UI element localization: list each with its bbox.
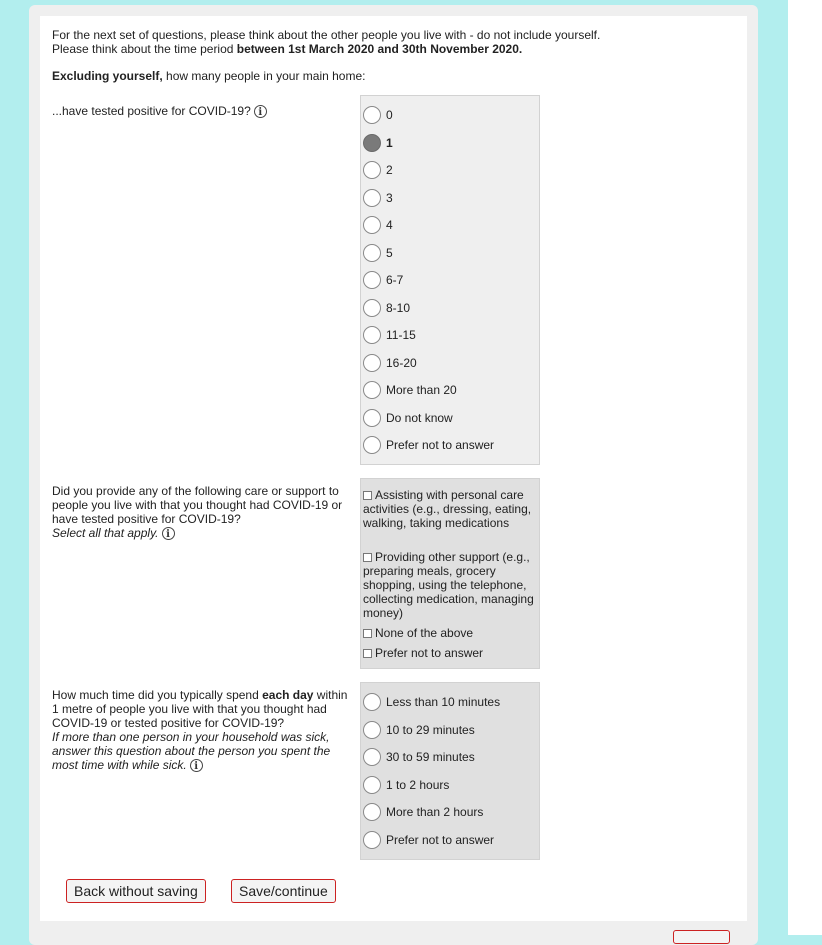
q1-option-row[interactable]: [363, 242, 393, 264]
checkbox[interactable]: [363, 491, 372, 500]
option-label: More than 20: [386, 383, 457, 397]
option-label: Less than 10 minutes: [386, 695, 501, 709]
option-label: Prefer not to answer: [386, 438, 495, 452]
q2-option-row[interactable]: [363, 488, 535, 530]
intro-line-2: [52, 42, 672, 56]
intro-line-1: For the next set of questions, please think about the other people you live with - do not include yourself.: [52, 28, 601, 42]
q1-option-row[interactable]: [363, 269, 403, 291]
q1-option-row[interactable]: [363, 159, 393, 181]
save-continue-button[interactable]: Save/continue: [231, 879, 336, 903]
radio-button[interactable]: [363, 831, 381, 849]
q2-options: [360, 478, 540, 669]
intro-line-3: [52, 69, 672, 83]
intro-text: [52, 28, 672, 83]
q1-question: [52, 104, 350, 118]
info-icon[interactable]: i: [162, 527, 175, 540]
q1-option-row[interactable]: [363, 324, 416, 346]
option-label: 0: [386, 108, 393, 122]
q1-option-row[interactable]: [363, 407, 453, 429]
radio-button[interactable]: [363, 244, 381, 262]
option-label: 6-7: [386, 273, 404, 287]
option-label: 3: [386, 190, 393, 205]
option-label: 16-20: [386, 355, 417, 370]
radio-button[interactable]: [363, 271, 381, 289]
next-panel-button-edge[interactable]: [673, 930, 730, 944]
checkbox[interactable]: [363, 629, 372, 638]
q1-option-row[interactable]: [363, 214, 393, 236]
radio-button[interactable]: [363, 721, 381, 739]
option-label: 11-15: [386, 328, 416, 342]
option-label: 10 to 29 minutes: [386, 722, 475, 737]
q3-option-row[interactable]: [363, 774, 449, 796]
q3-hint: If more than one person in your household was sick, answer this question about the person you spent the most time with while sick.: [52, 730, 331, 772]
q1-option-row[interactable]: [363, 352, 417, 374]
q3-question-rest: within 1 metre of people you live with that you thought had COVID-19 or tested positive for COVID-19?: [52, 688, 348, 730]
info-icon[interactable]: i: [190, 759, 203, 772]
option-label: Prefer not to answer: [375, 646, 484, 660]
q3-option-row[interactable]: [363, 829, 494, 851]
option-label: 30 to 59 minutes: [386, 750, 475, 764]
q2-option-row[interactable]: [363, 626, 535, 640]
window-edge: [788, 0, 822, 935]
radio-button[interactable]: [363, 381, 381, 399]
radio-button[interactable]: [363, 748, 381, 766]
q2-option-row[interactable]: [363, 550, 535, 620]
q1-option-row[interactable]: [363, 132, 393, 154]
q1-option-row[interactable]: [363, 297, 410, 319]
info-icon[interactable]: i: [254, 105, 267, 118]
option-label: 1: [386, 135, 393, 150]
radio-button[interactable]: [363, 354, 381, 372]
q1-option-row[interactable]: [363, 379, 457, 401]
q3-question: [52, 688, 350, 772]
q3-question-prefix: How much time did you typically spend: [52, 688, 263, 702]
q3-option-row[interactable]: [363, 801, 483, 823]
intro-excluding: Excluding yourself,: [52, 69, 163, 83]
q3-options: [360, 682, 540, 860]
q1-option-row[interactable]: [363, 434, 494, 456]
q3-option-row[interactable]: [363, 719, 475, 741]
option-label: Providing other support (e.g., preparing meals, grocery shopping, using the telephone, collecting medication, managing money): [363, 550, 534, 620]
option-label: 1 to 2 hours: [386, 777, 450, 792]
option-label: More than 2 hours: [386, 805, 484, 819]
radio-button[interactable]: [363, 776, 381, 794]
option-label: Assisting with personal care activities (e.g., dressing, eating, walking, taking medications: [363, 488, 532, 530]
radio-button[interactable]: [363, 803, 381, 821]
radio-button[interactable]: [363, 106, 381, 124]
q2-hint: Select all that apply.: [52, 526, 159, 540]
option-label: 8-10: [386, 300, 411, 315]
radio-button[interactable]: [363, 134, 381, 152]
radio-button[interactable]: [363, 299, 381, 317]
intro-line-2-prefix: Please think about the time period: [52, 42, 237, 56]
option-label: 4: [386, 218, 393, 232]
radio-button[interactable]: [363, 693, 381, 711]
radio-button[interactable]: [363, 161, 381, 179]
option-label: 5: [386, 245, 393, 260]
back-without-saving-button[interactable]: Back without saving: [66, 879, 206, 903]
radio-button[interactable]: [363, 409, 381, 427]
q1-option-row[interactable]: [363, 104, 393, 126]
q2-option-row[interactable]: [363, 646, 535, 660]
intro-period: between 1st March 2020 and 30th November 2020.: [236, 42, 523, 56]
option-label: Prefer not to answer: [386, 832, 495, 847]
q1-options: [360, 95, 540, 465]
checkbox[interactable]: [363, 553, 372, 562]
radio-button[interactable]: [363, 189, 381, 207]
option-label: 2: [386, 163, 393, 177]
radio-button[interactable]: [363, 216, 381, 234]
q2-question: [52, 484, 350, 540]
option-label: None of the above: [375, 626, 474, 640]
radio-button[interactable]: [363, 436, 381, 454]
q3-option-row[interactable]: [363, 746, 475, 768]
option-label: Do not know: [386, 410, 453, 425]
intro-line-3-rest: how many people in your main home:: [162, 69, 366, 83]
radio-button[interactable]: [363, 326, 381, 344]
q1-question-text: ...have tested positive for COVID-19?: [52, 104, 251, 118]
q3-each-day: each day: [262, 688, 314, 702]
q1-option-row[interactable]: [363, 187, 393, 209]
checkbox[interactable]: [363, 649, 372, 658]
q3-option-row[interactable]: [363, 691, 500, 713]
q2-question-text: Did you provide any of the following care or support to people you live with that you thought had COVID-19 or have tested positive for COVID-19?: [52, 484, 343, 526]
